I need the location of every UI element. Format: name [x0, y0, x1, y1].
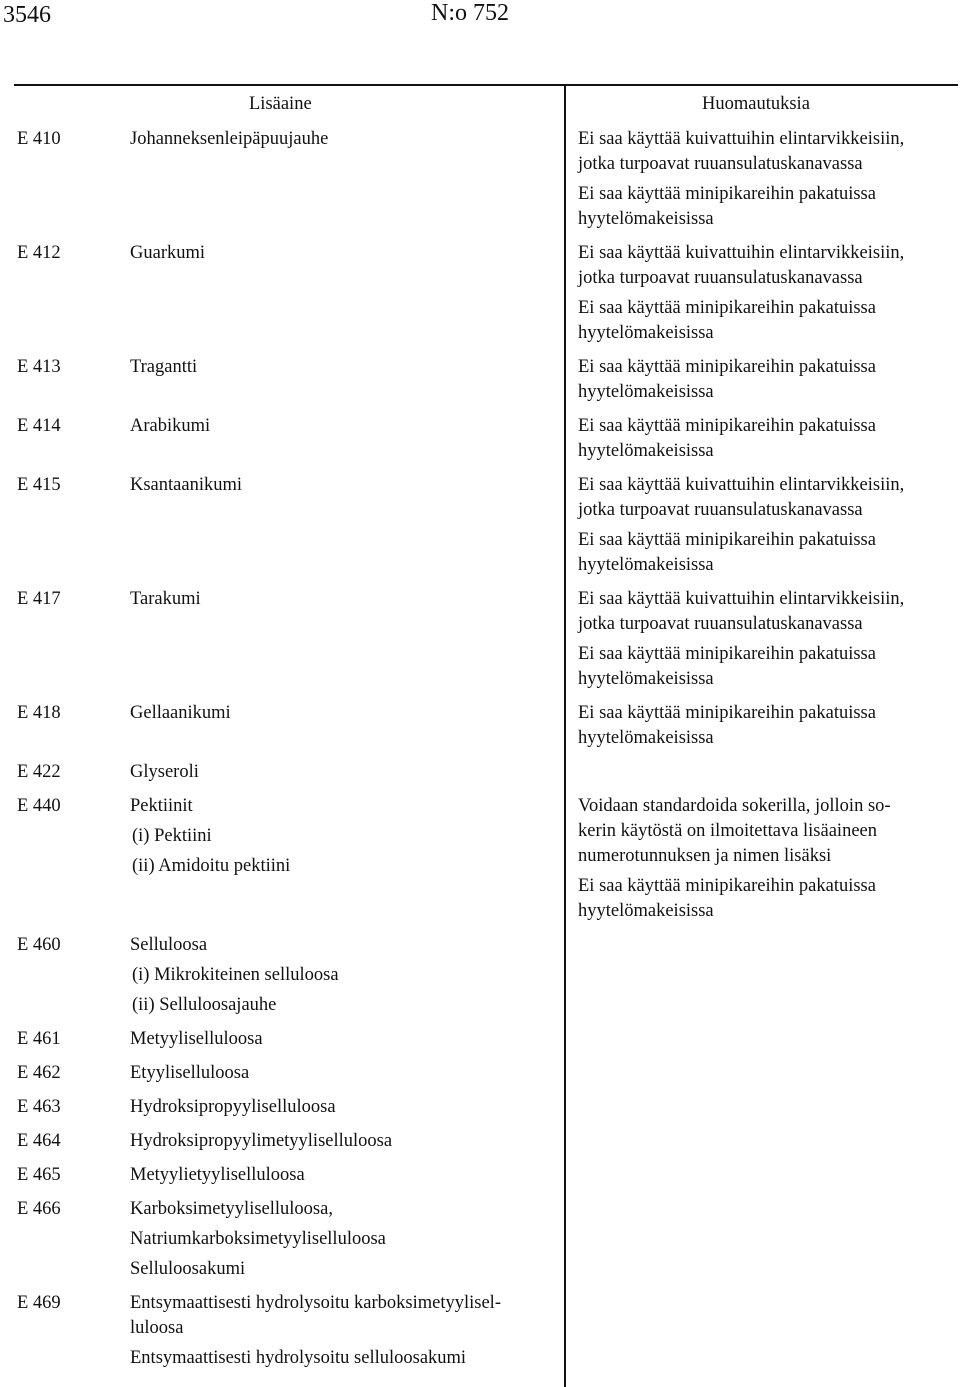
- remarks: [578, 414, 948, 464]
- additive-code: E 462: [17, 1063, 61, 1083]
- additive-code: E 417: [17, 589, 61, 609]
- remarks: [578, 241, 948, 346]
- table-row: [0, 794, 960, 933]
- page-number: 3546: [3, 2, 51, 28]
- additive-name-line: Selluloosakumi: [130, 1259, 246, 1279]
- additive-code: E 414: [17, 416, 61, 436]
- table-row: [0, 760, 960, 794]
- remark-line: jotka turpoavat ruuansulatuskanavassa: [578, 614, 863, 634]
- remark-line: Ei saa käyttää kuivattuihin elintarvikkeisiin,: [578, 243, 905, 263]
- remark-line: jotka turpoavat ruuansulatuskanavassa: [578, 154, 863, 174]
- additive-name-line: (i) Mikrokiteinen selluloosa: [132, 965, 339, 985]
- remark-line: kerin käytöstä on ilmoitettava lisäaineen: [578, 821, 877, 841]
- additive-code: E 415: [17, 475, 61, 495]
- remarks: [578, 587, 948, 692]
- additive-code: E 461: [17, 1029, 61, 1049]
- additive-name: [130, 701, 555, 760]
- additive-name-line: Tragantti: [130, 357, 198, 377]
- additive-name-line: Pektiinit: [130, 796, 193, 816]
- remarks: [578, 127, 948, 232]
- column-header-additive: Lisäaine: [249, 94, 312, 114]
- table-row: [0, 1095, 960, 1129]
- additive-code: E 469: [17, 1293, 61, 1313]
- additive-name-line: (ii) Selluloosajauhe: [132, 995, 277, 1015]
- additive-name-line: Arabikumi: [130, 416, 211, 436]
- remark-line: Ei saa käyttää minipikareihin pakatuissa: [578, 530, 876, 550]
- remark-line: hyytelömakeisissa: [578, 441, 714, 461]
- remarks: [578, 701, 948, 751]
- additive-code: E 460: [17, 935, 61, 955]
- additive-code: E 463: [17, 1097, 61, 1117]
- remark-note: [578, 528, 948, 578]
- remark-line: jotka turpoavat ruuansulatuskanavassa: [578, 268, 863, 288]
- remark-note: [578, 587, 948, 637]
- additive-code: E 466: [17, 1199, 61, 1219]
- additive-code: E 464: [17, 1131, 61, 1151]
- table-row: [0, 1163, 960, 1197]
- additive-name: [130, 794, 555, 933]
- additive-name-line: Metyylietyyliselluloosa: [130, 1165, 305, 1185]
- table-row: [0, 1061, 960, 1095]
- additive-name-line: Natriumkarboksimetyyliselluloosa: [130, 1229, 386, 1249]
- remark-note: [578, 701, 948, 751]
- additive-name: [130, 1163, 555, 1197]
- additive-name: [130, 1291, 555, 1380]
- additive-name-line: Tarakumi: [130, 589, 201, 609]
- additive-name: [130, 1095, 555, 1129]
- remarks: [578, 355, 948, 405]
- remark-line: hyytelömakeisissa: [578, 323, 714, 343]
- additive-name-line: Etyyliselluloosa: [130, 1063, 250, 1083]
- remark-note: [578, 642, 948, 692]
- remark-line: hyytelömakeisissa: [578, 669, 714, 689]
- additive-name: [130, 587, 555, 701]
- additive-name: [130, 1061, 555, 1095]
- remarks: [578, 473, 948, 578]
- remark-line: hyytelömakeisissa: [578, 901, 714, 921]
- table-row: [0, 1197, 960, 1291]
- table-row: [0, 701, 960, 760]
- additive-name-line: Karboksimetyyliselluloosa,: [130, 1199, 333, 1219]
- column-header-remarks: Huomautuksia: [702, 94, 810, 114]
- additive-name: [130, 127, 555, 241]
- additive-name-line: Johanneksenleipäpuujauhe: [130, 129, 329, 149]
- table-row: [0, 414, 960, 473]
- additive-name-line: Glyseroli: [130, 762, 199, 782]
- additive-name-line: (ii) Amidoitu pektiini: [132, 856, 291, 876]
- table-row: [0, 1129, 960, 1163]
- table-row: [0, 127, 960, 241]
- additive-code: E 465: [17, 1165, 61, 1185]
- additive-table: [0, 127, 960, 1380]
- remarks: [578, 794, 948, 924]
- additive-name-line: Gellaanikumi: [130, 703, 231, 723]
- remark-note: [578, 355, 948, 405]
- remark-line: hyytelömakeisissa: [578, 209, 714, 229]
- remark-note: [578, 241, 948, 291]
- remark-line: Ei saa käyttää kuivattuihin elintarvikkeisiin,: [578, 129, 905, 149]
- remark-line: Ei saa käyttää minipikareihin pakatuissa: [578, 644, 876, 664]
- remark-line: Ei saa käyttää kuivattuihin elintarvikkeisiin,: [578, 475, 905, 495]
- remark-line: Ei saa käyttää minipikareihin pakatuissa: [578, 298, 876, 318]
- table-row: [0, 1027, 960, 1061]
- remark-line: hyytelömakeisissa: [578, 555, 714, 575]
- remark-line: Ei saa käyttää minipikareihin pakatuissa: [578, 703, 876, 723]
- additive-code: E 413: [17, 357, 61, 377]
- additive-name-line: luloosa: [130, 1318, 184, 1338]
- table-row: [0, 473, 960, 587]
- additive-name: [130, 1129, 555, 1163]
- remark-note: [578, 127, 948, 177]
- remark-line: Ei saa käyttää minipikareihin pakatuissa: [578, 416, 876, 436]
- header-rule: [14, 84, 958, 86]
- additive-name-line: Entsymaattisesti hydrolysoitu karboksimetyylisel-: [130, 1293, 501, 1313]
- additive-name: [130, 241, 555, 355]
- additive-name: [130, 355, 555, 414]
- additive-name-line: Ksantaanikumi: [130, 475, 243, 495]
- additive-name: [130, 473, 555, 587]
- remark-line: numerotunnuksen ja nimen lisäksi: [578, 846, 832, 866]
- additive-name: [130, 933, 555, 1027]
- additive-code: E 440: [17, 796, 61, 816]
- remark-line: Ei saa käyttää minipikareihin pakatuissa: [578, 184, 876, 204]
- remark-line: Ei saa käyttää minipikareihin pakatuissa: [578, 357, 876, 377]
- additive-code: E 422: [17, 762, 61, 782]
- additive-name: [130, 414, 555, 473]
- table-row: [0, 355, 960, 414]
- additive-name: [130, 1197, 555, 1291]
- additive-name-line: (i) Pektiini: [132, 826, 212, 846]
- table-row: [0, 587, 960, 701]
- remark-line: hyytelömakeisissa: [578, 728, 714, 748]
- additive-code: E 410: [17, 129, 61, 149]
- additive-name-line: Hydroksipropyyliselluloosa: [130, 1097, 336, 1117]
- document-number: N:o 752: [431, 0, 509, 26]
- remark-note: [578, 414, 948, 464]
- additive-name: [130, 760, 555, 794]
- table-row: [0, 1291, 960, 1380]
- additive-name-line: Guarkumi: [130, 243, 206, 263]
- remark-line: Ei saa käyttää minipikareihin pakatuissa: [578, 876, 876, 896]
- additive-name-line: Selluloosa: [130, 935, 208, 955]
- table-row: [0, 241, 960, 355]
- remark-note: [578, 874, 948, 924]
- remark-line: hyytelömakeisissa: [578, 382, 714, 402]
- additive-name-line: Entsymaattisesti hydrolysoitu selluloosakumi: [130, 1348, 467, 1368]
- additive-code: E 412: [17, 243, 61, 263]
- remark-note: [578, 182, 948, 232]
- table-row: [0, 933, 960, 1027]
- additive-name-line: Hydroksipropyylimetyyliselluloosa: [130, 1131, 393, 1151]
- remark-line: Ei saa käyttää kuivattuihin elintarvikkeisiin,: [578, 589, 905, 609]
- additive-name-line: Metyyliselluloosa: [130, 1029, 263, 1049]
- additive-name: [130, 1027, 555, 1061]
- remark-line: Voidaan standardoida sokerilla, jolloin so-: [578, 796, 891, 816]
- remark-note: [578, 794, 948, 869]
- remark-note: [578, 296, 948, 346]
- remark-note: [578, 473, 948, 523]
- additive-code: E 418: [17, 703, 61, 723]
- remark-line: jotka turpoavat ruuansulatuskanavassa: [578, 500, 863, 520]
